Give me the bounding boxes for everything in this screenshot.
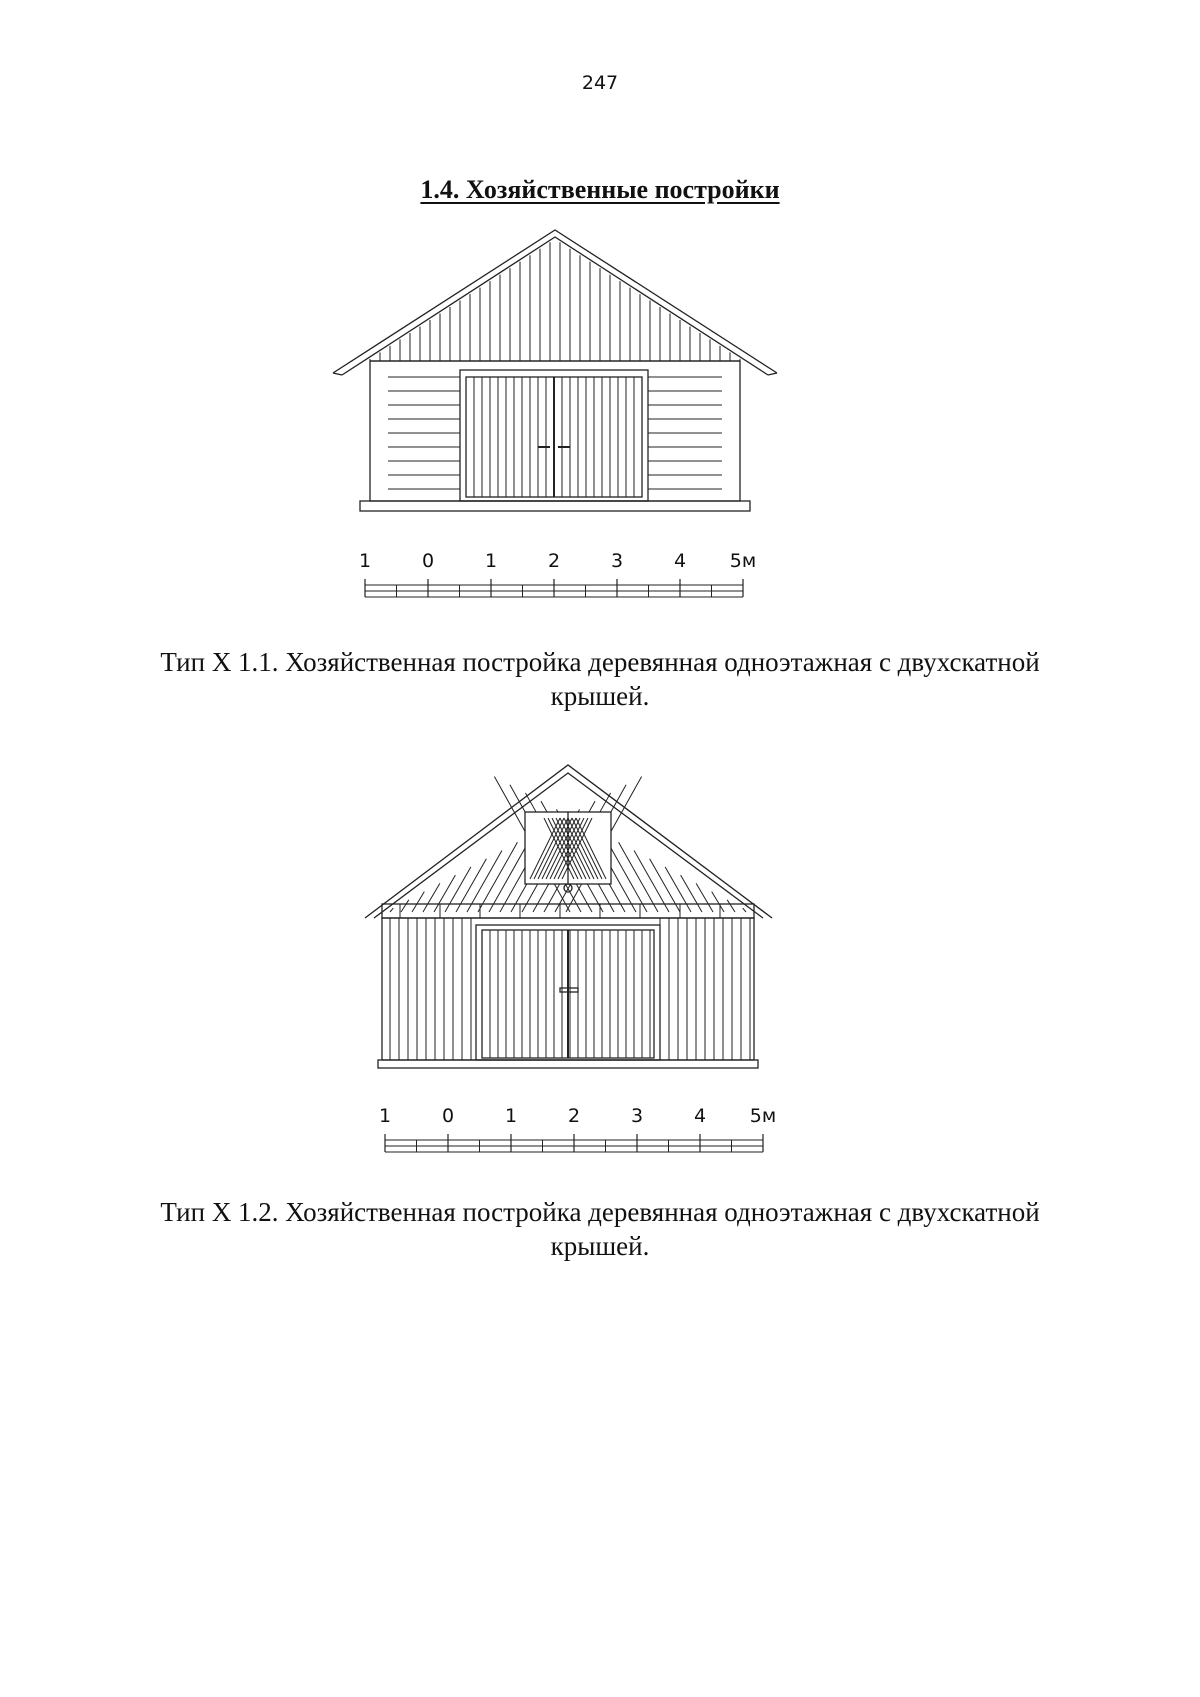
log-end [371,390,389,404]
scale-bar-1 [350,545,790,610]
shed-log-elevation-drawing [330,225,790,525]
log-end [721,460,739,474]
plinth [360,501,750,511]
log-end [371,404,389,418]
scale-label: 5м [729,550,757,572]
log-end [721,432,739,446]
figure-2-caption [130,1195,1070,1263]
figure-1-caption [130,645,1070,713]
door-planks [490,930,650,1058]
scale-label: 1 [358,550,372,572]
scale-label: 1 [504,1105,518,1127]
shed-plank-elevation-drawing [360,760,790,1080]
scale-label: 2 [567,1105,581,1127]
figure-2-caption-line-2: крышей. [550,1231,650,1261]
scale-bar-2 [370,1100,810,1165]
log-end [371,418,389,432]
log-end [721,474,739,488]
scale-label: 5м [749,1105,777,1127]
log-end [721,488,739,502]
log-end [721,362,739,376]
figure-1-caption-line-1: Тип Х 1.1. Хозяйственная постройка деревянная одноэтажная с двухскатной [160,647,1040,677]
scale-label: 3 [630,1105,644,1127]
log-end [371,446,389,460]
gable-boarding [370,242,740,361]
scale-label: 0 [441,1105,455,1127]
log-end [721,418,739,432]
section-title: 1.4. Хозяйственные постройки [420,175,780,204]
plinth [378,1060,758,1068]
page-number: 247 [581,72,619,94]
log-end [371,376,389,390]
scale-label: 4 [673,550,687,572]
log-end [371,460,389,474]
scale-label: 3 [610,550,624,572]
scale-label: 2 [547,550,561,572]
log-end [371,488,389,502]
roof-eave-right [768,373,777,375]
log-end [371,362,389,376]
scale-label: 1 [484,550,498,572]
log-end [371,474,389,488]
log-end [721,390,739,404]
log-end [371,432,389,446]
log-end [721,376,739,390]
scale-label: 0 [421,550,435,572]
roof-eave-left [333,373,342,375]
log-end [721,404,739,418]
scale-label: 4 [693,1105,707,1127]
figure-1-caption-line-2: крышей. [550,681,650,711]
roof-inner-line [342,237,768,375]
figure-2-caption-line-1: Тип Х 1.2. Хозяйственная постройка деревянная одноэтажная с двухскатной [160,1197,1040,1227]
scale-label: 1 [378,1105,392,1127]
log-end [721,446,739,460]
